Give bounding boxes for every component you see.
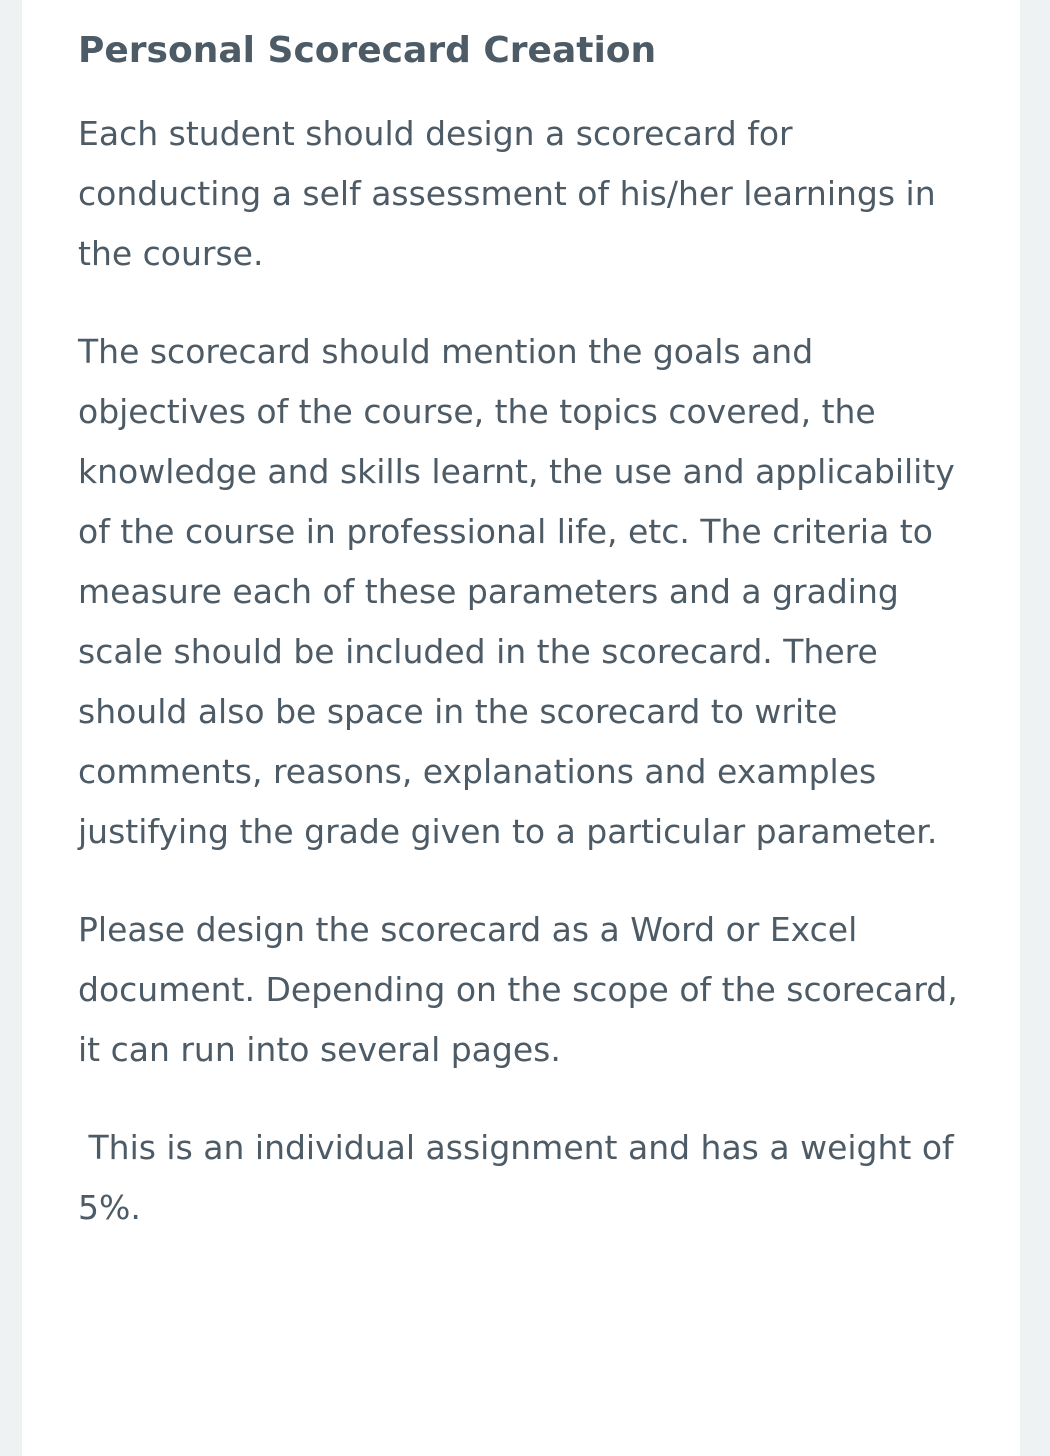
assignment-card [22, 0, 1020, 1456]
assignment-title: Personal Scorecard Creation [78, 30, 657, 71]
assignment-paragraph-intro: Each student should design a scorecard for conducting a self assessment of his/her learnings in the course. [78, 114, 947, 273]
assignment-paragraph-weight: This is an individual assignment and has a weight of 5%. [78, 1128, 965, 1227]
assignment-paragraph-requirements: The scorecard should mention the goals and objectives of the course, the topics covered, the knowledge and skills learnt, the use and applicability of the course in professional life, etc. The criteria to measure each of these parameters and a grading scale should be included in the scorecard. There should also be space in the scorecard to write comments, reasons, explanations and examples justifying the grade given to a particular parameter. [78, 332, 966, 851]
assignment-paragraph-format: Please design the scorecard as a Word or Excel document. Depending on the scope of the scorecard, it can run into several pages. [78, 910, 969, 1069]
